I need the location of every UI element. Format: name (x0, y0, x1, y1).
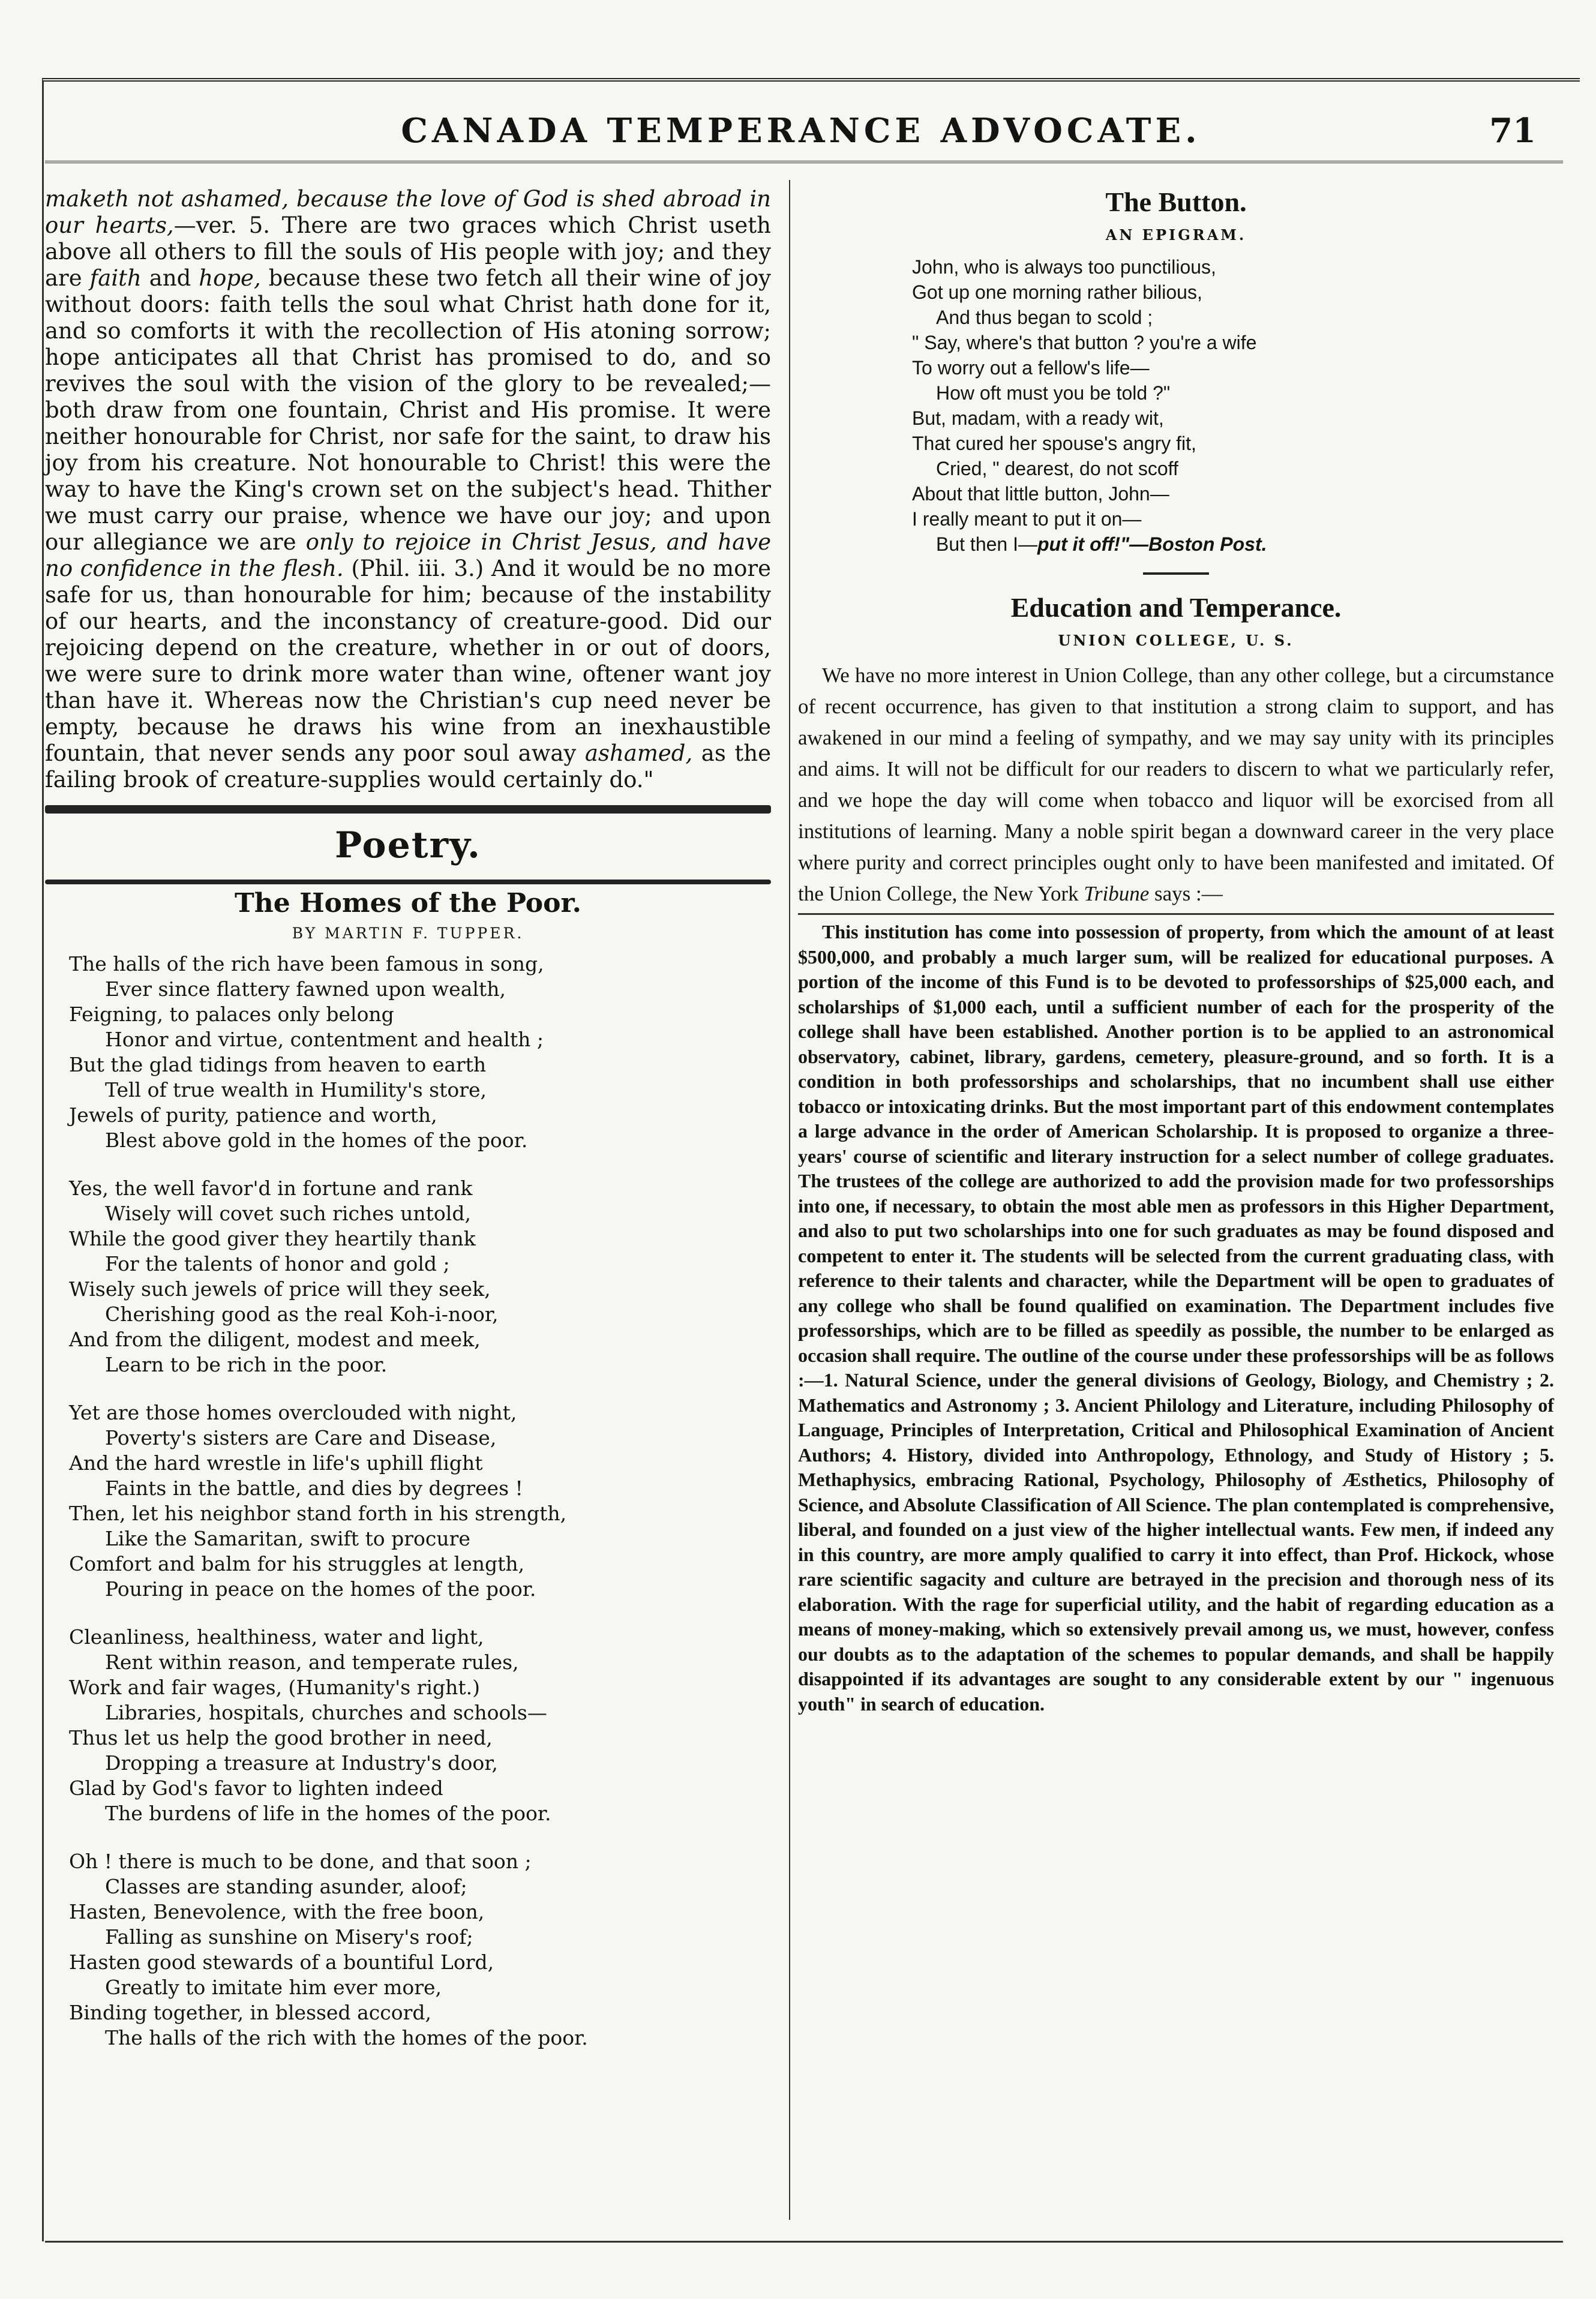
poem-line: Then, let his neighbor stand forth in his strength, (69, 1502, 567, 1525)
poem-line: Like the Samaritan, swift to procure (105, 1527, 470, 1550)
poem-line: Blest above gold in the homes of the poor. (105, 1129, 528, 1152)
poem-line: Falling as sunshine on Misery's roof; (105, 1925, 473, 1949)
epigram-line (912, 254, 1554, 280)
article-divider (1143, 572, 1209, 575)
poem-stanza (45, 1176, 771, 1377)
poem-line: Learn to be rich in the poor. (105, 1353, 388, 1376)
epigram-line (912, 280, 1554, 305)
text-segment: only to rejoice in Christ Jesus, and have no confidence in the flesh. (45, 529, 771, 581)
poem-line: For the talents of honor and gold ; (105, 1252, 450, 1275)
ornamental-rule (45, 805, 771, 814)
text-segment: hope, (199, 265, 261, 291)
header-rule (45, 161, 1563, 163)
poem-line: Cleanliness, healthiness, water and light, (69, 1625, 484, 1649)
poem-stanza (45, 952, 771, 1153)
poem-line: The halls of the rich with the homes of the poor. (105, 2026, 588, 2049)
epigram-line-text: Cried, " dearest, do not scoff (936, 458, 1178, 479)
poem-line: Glad by God's favor to lighten indeed (69, 1776, 443, 1800)
poem-line: Dropping a treasure at Industry's door, (105, 1751, 498, 1775)
text-segment: (Phil. iii. 3.) And it would be no more safe for us, than honourable for him; because of the instability of our hearts, and the inconstancy of creature-good. Did our rejoicing depend on the creature, whether in or out of doors, we were sure to drink more water than wine, oftener want joy than have it. Whereas now the Christian's cup need never be empty, because he draws his wine from an inexhaustible fountain, that never sends any poor soul away (45, 556, 771, 766)
poem-stanza (45, 1849, 771, 2051)
poem-title: The Homes of the Poor. (235, 888, 581, 919)
text-segment: because these two fetch all their wine of joy without doors: faith tells the soul what Christ hath done for it, and so comforts it with the recollection of His atoning sorrow; hope anticipates all that Christ has promised to do, and so revives the soul with the vision of the glory to be revealed;—both draw from one fountain, Christ and His promise. It were neither honourable for Christ, nor safe for the saint, to draw his joy from his creature. Not honourable to Christ! this were the way to have the King's crown set on the subject's head. Thither we must carry our praise, whence we have our joy; and upon our allegiance we are (45, 265, 771, 555)
epigram-subtitle: AN EPIGRAM. (1105, 226, 1247, 244)
poem-line: Thus let us help the good brother in need, (69, 1726, 493, 1749)
poem-line: Rent within reason, and temperate rules, (105, 1650, 519, 1674)
epigram-line (912, 380, 1554, 406)
text-segment: and (141, 265, 199, 291)
page-number: 71 (1489, 111, 1536, 151)
poem-line: Ever since flattery fawned upon wealth, (105, 977, 506, 1001)
epigram-line (912, 532, 1554, 557)
poem-line: Jewels of purity, patience and worth, (69, 1103, 437, 1127)
section-heading-poetry: Poetry. (335, 824, 481, 866)
poem-line: And the hard wrestle in life's uphill flight (69, 1451, 483, 1475)
running-head: CANADA TEMPERANCE ADVOCATE. (401, 111, 1201, 151)
article-intro-italic: Tribune (1084, 882, 1150, 905)
epigram-attribution: put it off!"—Boston Post. (1037, 533, 1267, 555)
article-intro-end: says :— (1149, 882, 1223, 905)
epigram-line-text: But then I— (936, 533, 1037, 555)
poem-line: Wisely such jewels of price will they seek, (69, 1277, 491, 1301)
article-rule (798, 913, 1554, 915)
poem-line: And from the diligent, modest and meek, (69, 1328, 481, 1351)
poem-line: Hasten good stewards of a bountiful Lord, (69, 1950, 494, 1974)
continued-sermon-text (45, 186, 771, 793)
poem-line: While the good giver they heartily thank (69, 1227, 476, 1250)
epigram-line (912, 481, 1554, 506)
text-segment: as the failing brook of creature-supplies would certainly do." (45, 740, 771, 793)
epigram-line-text: " Say, where's that button ? you're a wife (912, 332, 1257, 353)
article-title: Education and Temperance. (1010, 592, 1342, 623)
article-intro-text: We have no more interest in Union College, than any other college, but a circumstance of recent occurrence, has given to that institution a strong claim to support, and has awakened in our mind a feeling of sympathy, and we may say unity with its principles and aims. It will not be difficult for our readers to discern to what we particularly refer, and we hope the day will come when tobacco and liquor will be exorcised from all institutions of learning. Many a noble spirit began a downward career in the very place where purity and correct principles ought only to have been manifested and imitated. Of the Union College, the New York (798, 664, 1554, 905)
epigram-line-text: And thus began to scold ; (936, 307, 1153, 328)
poem-line: Yes, the well favor'd in fortune and rank (69, 1176, 473, 1200)
epigram-line (912, 355, 1554, 380)
text-segment: faith (89, 265, 142, 291)
left-column (45, 186, 771, 2073)
epigram-line-text: That cured her spouse's angry fit, (912, 433, 1196, 454)
poem-line: The halls of the rich have been famous in song, (69, 952, 544, 976)
text-segment: maketh not ashamed, because the love of God is shed abroad in our hearts, (45, 186, 771, 238)
column-divider (789, 180, 790, 2220)
poem-line: But the glad tidings from heaven to earth (69, 1053, 487, 1076)
bottom-rule (45, 2241, 1563, 2243)
epigram-title: The Button. (1105, 187, 1247, 217)
poem-line: Faints in the battle, and dies by degrees ! (105, 1476, 523, 1500)
article-intro (798, 660, 1554, 910)
poem-line: Hasten, Benevolence, with the free boon, (69, 1900, 485, 1923)
epigram-line (912, 330, 1554, 355)
epigram-line-text: How oft must you be told ?" (936, 382, 1171, 404)
poem-line: Oh ! there is much to be done, and that soon ; (69, 1850, 532, 1873)
poem-line: Libraries, hospitals, churches and schools— (105, 1701, 547, 1724)
poem-line: The burdens of life in the homes of the poor. (105, 1802, 551, 1825)
epigram-line-text: But, madam, with a ready wit, (912, 407, 1164, 429)
poem-line: Tell of true wealth in Humility's store, (105, 1078, 487, 1102)
section-rule (45, 880, 771, 884)
poem-line: Pouring in peace on the homes of the poor. (105, 1577, 536, 1601)
poem-line: Classes are standing asunder, aloof; (105, 1875, 467, 1898)
epigram-body (798, 254, 1554, 557)
poem-line: Honor and virtue, contentment and health ; (105, 1028, 544, 1051)
poem-line: Feigning, to palaces only belong (69, 1003, 394, 1026)
poem-line: Comfort and balm for his struggles at length, (69, 1552, 525, 1575)
article-body: This institution has come into possession of property, from which the amount of at least $500,000, and probably a much larger sum, will be realized for educational purposes. A portion of the income of this Fund is to be devoted to professorships of $25,000 each, and scholarships of $1,000 each, until a sufficient number of each for the prosperity of the college shall have been established. Another portion is to be applied to an astronomical observatory, cabinet, library, gardens, cemetery, pleasure-ground, and so forth. It is a condition in both professorships and scholarships, that no incumbent shall use either tobacco or intoxicating drinks. But the most important part of this endowment contemplates a large advance in the order of American Scholarship. It is proposed to organize a three-years' course of scientific and literary instruction for a select number of college graduates. The trustees of the college are authorized to add the provision made for two professorships into one, if necessary, to obtain the most able men as professors in this Higher Department, and also to put two scholarships into one for such graduates as may be found disposed and competent to enter it. The students will be selected from the current graduating class, with reference to their talents and character, while the Department will be open to graduates of any college who shall be found qualified on examination. The Department includes five professorships, which are to be filled as speedily as possible, the number to be enlarged as occasion shall require. The outline of the course under these professorships will be as follows :—1. Natural Science, under the general divisions of Geology, Biology, and Chemistry ; 2. Mathematics and Astronomy ; 3. Ancient Philology and Literature, including Philosophy of Language, Principles of Interpretation, Critical and Philosophical Examination of Ancient Authors; 4. History, divided into Anthropology, Ethnology, and Study of History ; 5. Methaphysics, embracing Rational, Psychology, Philosophy of Æsthetics, Philosophy of Science, and Absolute Classification of All Science. The plan contemplated is comprehensive, liberal, and founded on a just view of the higher intellectual wants. Few men, if indeed any in this country, are more amply qualified to carry it into effect, than Prof. Hickock, whose rare scientific sagacity and culture are betrayed in the precision and thorough ness of its elaboration. With the rage for superficial utility, and the habit of regarding education as a means of money-making, which so extensively prevail among us, we must, however, confess our doubts as to the adaptation of the schemes to popular demands, and shall be happily disappointed if its advantages are sought to any considerable extent by our " ingenuous youth" in search of education. (798, 921, 1554, 1715)
poem-line: Cherishing good as the real Koh-i-noor, (105, 1302, 499, 1326)
text-segment: —ver. 5. There are two graces which Christ useth above all others to fill the souls of His people with joy; and they are (45, 212, 771, 291)
epigram-line-text: I really meant to put it on— (912, 508, 1142, 530)
poem-stanza (45, 1400, 771, 1602)
article-dateline: UNION COLLEGE, U. S. (1058, 632, 1294, 649)
poem-byline: BY MARTIN F. TUPPER. (292, 925, 524, 942)
epigram-line (912, 431, 1554, 456)
poem-line: Poverty's sisters are Care and Disease, (105, 1426, 497, 1449)
epigram-line (912, 506, 1554, 532)
epigram-line-text: Got up one morning rather bilious, (912, 281, 1202, 303)
epigram-line (912, 456, 1554, 481)
poem-line: Wisely will covet such riches untold, (105, 1202, 471, 1225)
right-column (798, 186, 1554, 1716)
epigram-line-text: John, who is always too punctilious, (912, 256, 1216, 278)
epigram-line (912, 305, 1554, 330)
poem-line: Binding together, in blessed accord, (69, 2001, 431, 2024)
poem-stanza (45, 1625, 771, 1826)
poem-line: Greatly to imitate him ever more, (105, 1976, 442, 1999)
poem-line: Yet are those homes overclouded with night, (69, 1401, 517, 1424)
text-segment: ashamed, (584, 740, 693, 766)
epigram-line (912, 406, 1554, 431)
epigram-line-text: To worry out a fellow's life— (912, 357, 1150, 379)
poem-body (45, 952, 771, 2051)
epigram-line-text: About that little button, John— (912, 483, 1169, 505)
poem-line: Work and fair wages, (Humanity's right.) (69, 1676, 480, 1699)
